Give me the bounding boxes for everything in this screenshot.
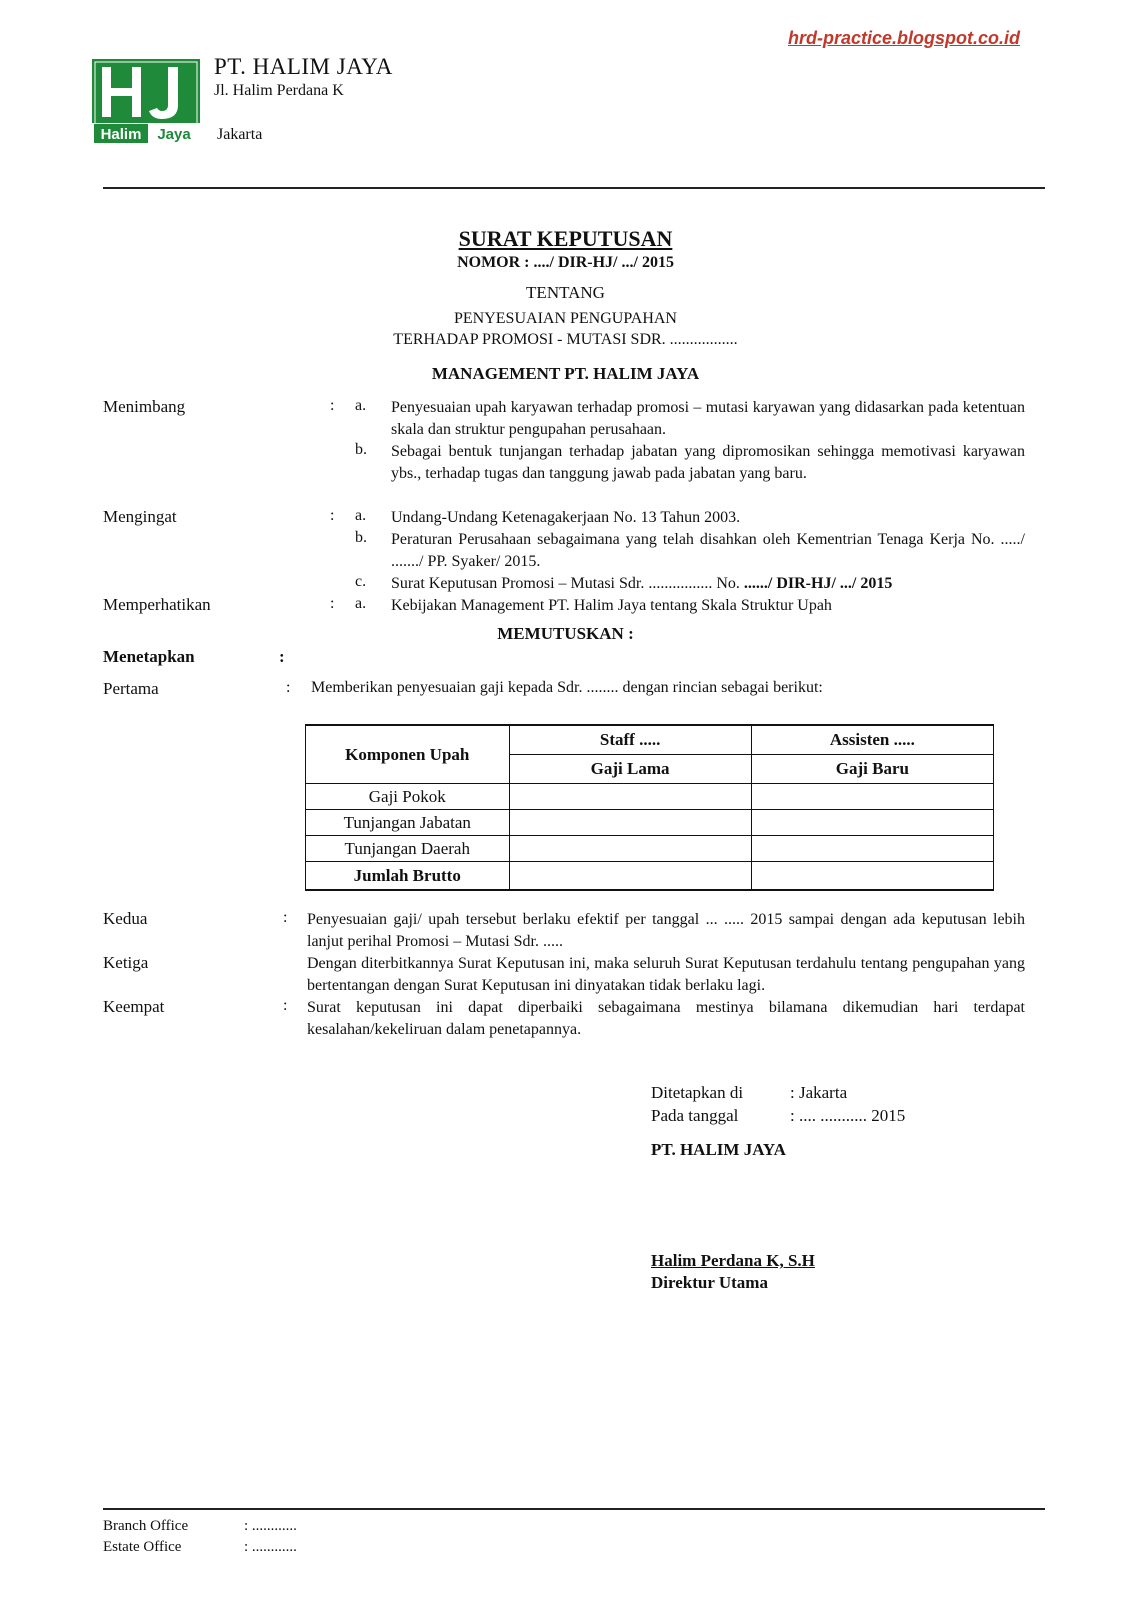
row-new-value [751,784,993,810]
memperhatikan-colon: : [330,595,335,612]
mengingat-b-letter: b. [355,529,367,546]
pertama-label: Pertama [103,679,159,698]
estate-office-label: Estate Office [103,1539,182,1555]
mengingat-c-letter: c. [355,573,367,590]
salary-table [305,724,994,891]
total-old-value [509,862,751,891]
branch-office-value: : ............ [244,1518,297,1534]
pertama-colon: : [286,679,291,696]
menimbang-a-letter: a. [355,397,367,414]
logo-word-jaya: Jaya [157,126,191,143]
company-logo [92,59,200,145]
row-label: Tunjangan Daerah [306,836,510,862]
menimbang-b-text: Sebagai bentuk tunjangan terhadap jabatan yang dipromosikan sehingga memotivasi karyawan ybs., terhadap tugas dan tanggung jawab pada jabatan yang baru. [391,443,1025,482]
col-component-header: Komponen Upah [306,725,510,784]
company-name: PT. HALIM JAYA [214,54,393,79]
keempat-label: Keempat [103,997,165,1016]
kedua-text: Penyesuaian gaji/ upah tersebut berlaku efektif per tanggal ... ..... 2015 sampai dengan ada keputusan lebih lanjut perihal Promosi – Mutasi Sdr. ..... [307,911,1025,950]
place-label: Ditetapkan di [651,1083,744,1102]
document-number: NOMOR : ..../ DIR-HJ/ .../ 2015 [457,254,674,271]
subject-line-1: PENYESUAIAN PENGUPAHAN [454,310,677,327]
table-row [306,836,994,862]
menetapkan-colon: : [279,647,285,666]
footer-divider [103,1508,1045,1510]
about-heading: TENTANG [526,283,605,302]
date-label: Pada tanggal [651,1106,739,1125]
mengingat-a-text: Undang-Undang Ketenagakerjaan No. 13 Tahun 2003. [391,509,741,526]
menimbang-b-letter: b. [355,441,367,458]
row-old-value [509,810,751,836]
mengingat-c-text: Surat Keputusan Promosi – Mutasi Sdr. ................ No. ....../ DIR-HJ/ .../ 2015 [391,575,893,592]
signer-name: Halim Perdana K, S.H [651,1251,815,1270]
mengingat-colon: : [330,507,335,524]
keempat-text: Surat keputusan ini dapat diperbaiki sebagaimana mestinya bilamana dikemudian hari terdapat kesalahan/kekeliruan dalam penetapannya. [307,999,1025,1038]
signature-company: PT. HALIM JAYA [651,1140,786,1159]
memperhatikan-a-text: Kebijakan Management PT. Halim Jaya tentang Skala Struktur Upah [391,597,832,614]
document-title: SURAT KEPUTUSAN [458,226,673,251]
col-assisten-header: Assisten ..... [751,725,993,755]
row-new-value [751,836,993,862]
keempat-colon: : [283,997,288,1014]
menimbang-label: Menimbang [103,397,186,416]
total-label: Jumlah Brutto [306,862,510,891]
subject-line-2: TERHADAP PROMOSI - MUTASI SDR. ................. [393,331,738,348]
watermark-link[interactable]: hrd-practice.blogspot.co.id [788,28,1021,48]
sub-new-header: Gaji Baru [751,755,993,784]
memperhatikan-label: Memperhatikan [103,595,211,614]
mengingat-label: Mengingat [103,507,177,526]
branch-office-label: Branch Office [103,1518,189,1534]
sub-old-header: Gaji Lama [509,755,751,784]
estate-office-value: : ............ [244,1539,297,1555]
mengingat-b-text: Peraturan Perusahaan sebagaimana yang telah disahkan oleh Kementrian Tenaga Kerja No. ...../ ......./ PP. Syaker/ 2015. [391,531,1025,570]
logo-word-halim: Halim [100,126,142,143]
header-divider [103,187,1045,189]
menimbang-colon: : [330,397,335,414]
menetapkan-label: Menetapkan [103,647,195,666]
place-value: : Jakarta [790,1083,848,1102]
date-value: : .... ........... 2015 [790,1106,906,1125]
col-staff-header: Staff ..... [509,725,751,755]
issuer-heading: MANAGEMENT PT. HALIM JAYA [431,364,700,383]
table-row [306,784,994,810]
total-new-value [751,862,993,891]
menimbang-a-text: Penyesuaian upah karyawan terhadap promosi – mutasi karyawan yang didasarkan pada ketentuan skala dan struktur pengupahan perusahaan. [391,399,1025,438]
mengingat-a-letter: a. [355,507,367,524]
memperhatikan-a-letter: a. [355,595,367,612]
ketiga-label: Ketiga [103,953,149,972]
decision-heading: MEMUTUSKAN : [497,624,634,643]
mengingat-c-number: ....../ DIR-HJ/ .../ 2015 [743,575,893,592]
table-row [306,810,994,836]
row-label: Tunjangan Jabatan [306,810,510,836]
row-label: Gaji Pokok [306,784,510,810]
total-row [306,862,994,891]
kedua-colon: : [283,909,288,926]
ketiga-text: Dengan diterbitkannya Surat Keputusan ini, maka seluruh Surat Keputusan terdahulu tentang pengupahan yang bertentangan dengan Surat Keputusan ini dinyatakan tidak berlaku lagi. [307,955,1025,994]
row-old-value [509,784,751,810]
signer-title: Direktur Utama [651,1273,768,1292]
row-old-value [509,836,751,862]
company-street: Jl. Halim Perdana K [214,82,344,99]
kedua-label: Kedua [103,909,148,928]
pertama-text: Memberikan penyesuaian gaji kepada Sdr. ........ dengan rincian sebagai berikut: [311,679,823,696]
company-city: Jakarta [217,126,263,143]
row-new-value [751,810,993,836]
